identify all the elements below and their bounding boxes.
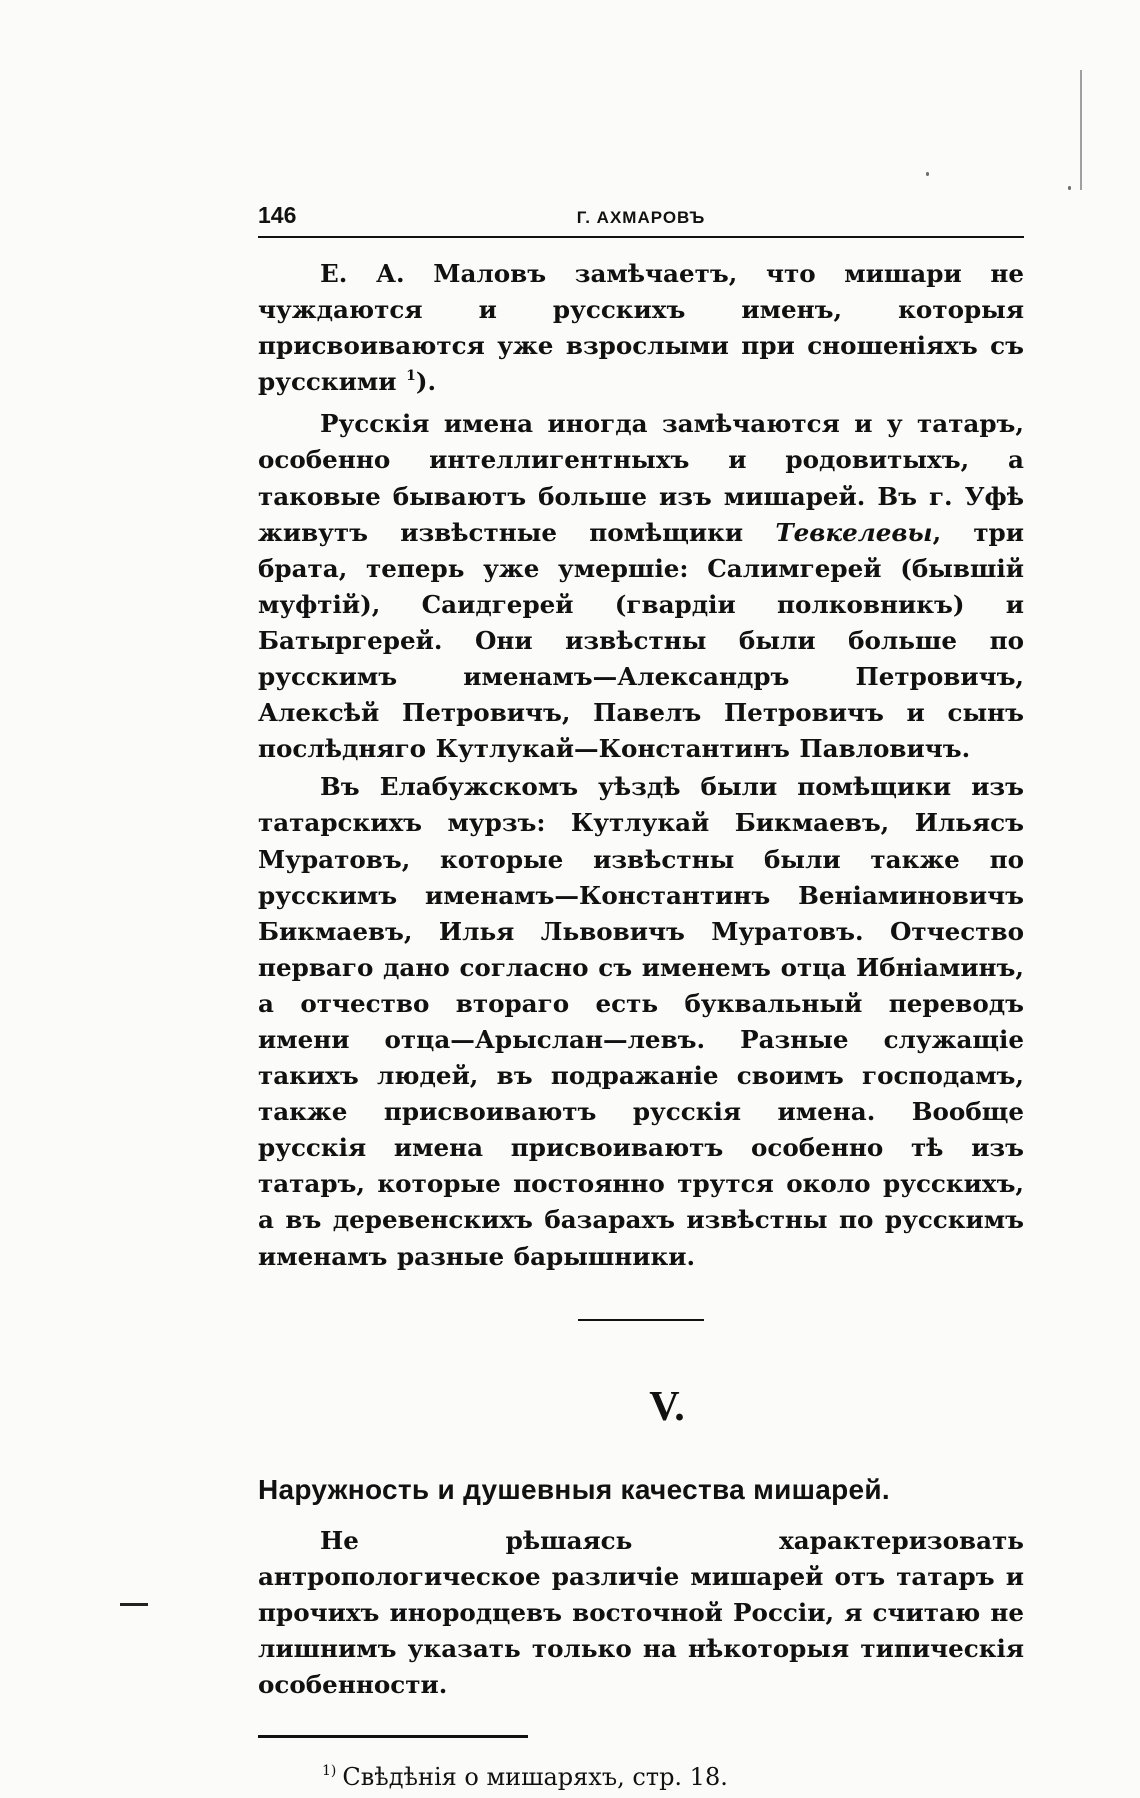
scan-speck xyxy=(926,172,929,176)
page-header xyxy=(258,202,1024,238)
running-head: Г. АХМАРОВЪ xyxy=(576,208,706,227)
chapter-number: V. xyxy=(649,1383,685,1430)
chapter-title: Наружность и душевныя качества мишарей. xyxy=(258,1473,890,1505)
footnote-divider xyxy=(258,1735,528,1738)
paragraph-1-end: ). xyxy=(415,367,437,397)
paragraph-1-text: Е. А. Маловъ замѣчаетъ, что мишари не чуждаются и русскихъ именъ, которыя присвоиваются уже взрослыми при сношеніяхъ съ русскими xyxy=(258,259,1024,397)
paragraph-3: Въ Елабужскомъ уѣздѣ были помѣщики изъ татарскихъ мурзъ: Кутлукай Бикмаевъ, Ильясъ Муратовъ, которые извѣстны были также по русскимъ именамъ—Константинъ Веніаминовичъ Бикмаевъ, Илья Львовичъ Муратовъ. Отчество перваго дано согласно съ именемъ отца Ибніаминъ, а отчество втораго есть буквальный переводъ имени отца—Арыслан—левъ. Разные служащіе такихъ людей, въ подражаніе своимъ господамъ, также присвоиваютъ русскія имена. Вообще русскія имена присвоиваютъ особенно тѣ изъ татаръ, которые постоянно трутся около русскихъ, а въ деревенскихъ базарахъ извѣстны по русскимъ именамъ разные барышники. xyxy=(258,772,1024,1271)
italic-name-tevkelevy: Тевкелевы xyxy=(775,517,933,547)
scan-margin-mark xyxy=(120,1603,148,1606)
scan-edge-line xyxy=(1080,70,1082,190)
chapter-paragraph: Не рѣшаясь характеризовать антропологическое различіе мишарей отъ татаръ и прочихъ инородцевъ восточной Россіи, я считаю не лишнимъ указать только на нѣкоторыя типическія особенности. xyxy=(258,1525,1024,1699)
paragraph-1 xyxy=(258,256,1024,404)
footnote-text: Свѣдѣнія о мишаряхъ, стр. 18. xyxy=(342,1763,728,1792)
body-text xyxy=(258,256,1024,1275)
footnote-marker: 1) xyxy=(322,1763,337,1780)
scan-speck xyxy=(1068,186,1071,190)
section-divider xyxy=(578,1319,704,1321)
paragraph-2 xyxy=(258,406,1024,767)
paragraph-2-text-end: , три брата, теперь уже умершіе: Салимгерей (бывшій муфтій), Саидгерей (гвардіи полковникъ) и Батыргерей. Они извѣстны были больше по русскимъ именамъ—Александръ Петровичъ, Алексѣй Петровичъ, Павелъ Петровичъ и сынъ послѣдняго Кутлукай—Константинъ Павловичъ. xyxy=(258,517,1024,764)
page-number: 146 xyxy=(258,202,297,228)
document-page xyxy=(258,202,1024,1798)
paragraph-2-text-start: Русскія имена иногда замѣчаются и у татаръ, особенно интеллигентныхъ и родовитыхъ, а таковые бываютъ больше изъ мишарей. Въ г. Уфѣ живутъ извѣстные помѣщики xyxy=(258,409,1024,547)
footnote xyxy=(258,1760,1024,1798)
footnote-reference: 1 xyxy=(406,368,416,385)
